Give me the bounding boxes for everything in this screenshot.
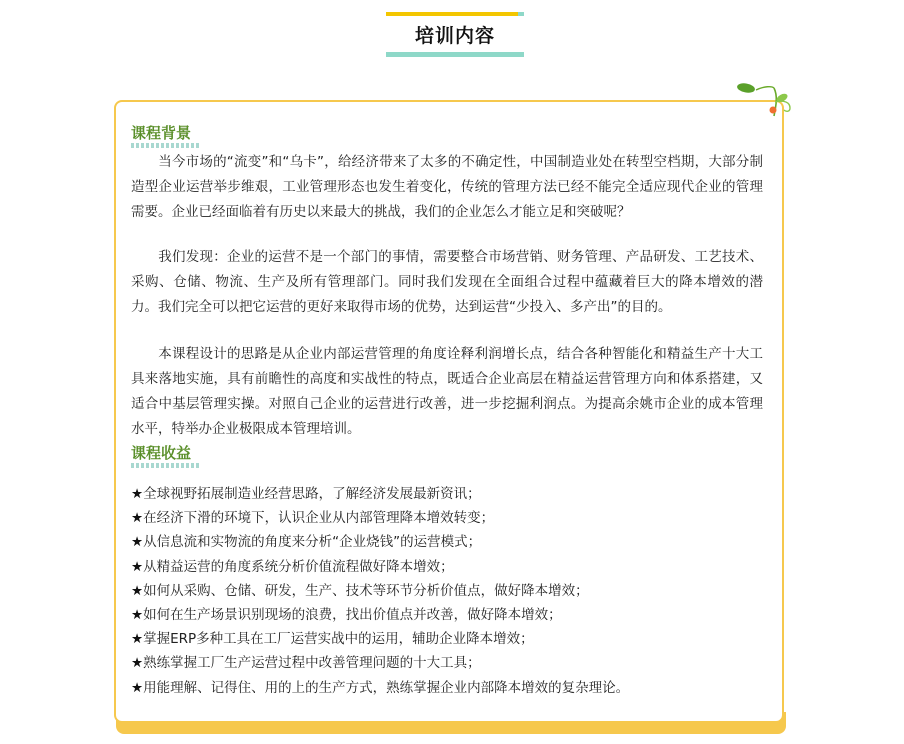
header-top-bar (386, 12, 518, 16)
section-header (386, 12, 524, 60)
benefit-item: ★全球视野拓展制造业经营思路，了解经济发展最新资讯； (131, 486, 481, 502)
background-paragraph-2: 我们发现：企业的运营不是一个部门的事情，需要整合市场营销、财务管理、产品研发、工艺技术、采购、仓储、物流、生产及所有管理部门。同时我们发现在全面组合过程中蕴藏着巨大的降本增效的潜力。我们完全可以把它运营的更好来取得市场的优势，达到运营“少投入、多产出”的目的。 (131, 249, 763, 315)
star-icon: ★ (131, 534, 144, 551)
background-paragraph-3: 本课程设计的思路是从企业内部运营管理的角度诠释利润增长点，结合各种智能化和精益生产十大工具来落地实施，具有前瞻性的高度和实战性的特点，既适合企业高层在精益运营管理方向和体系搭建，又适合中基层管理实操。对照自己企业的运营进行改善，进一步挖掘利润点。为提高余姚市企业的成本管理水平，特举办企业极限成本管理培训。 (131, 346, 763, 437)
sprout-icon (734, 80, 794, 118)
benefit-item: ★在经济下滑的环境下，认识企业从内部管理降本增效转变； (131, 510, 495, 527)
benefit-item: ★掌握ERP多种工具在工厂运营实战中的运用，辅助企业降本增效； (131, 631, 534, 648)
star-icon: ★ (131, 558, 144, 575)
page-title: 培训内容 (414, 25, 495, 47)
benefit-item: ★从精益运营的角度系统分析价值流程做好降本增效； (131, 558, 454, 575)
benefits-list (131, 482, 771, 700)
header-bottom-bar (386, 52, 524, 57)
background-paragraph-1: 当今市场的“流变”和“乌卡”，给经济带来了太多的不确定性，中国制造业处在转型空档期，大部分制造型企业运营举步维艰，工业管理形态也发生着变化，传统的管理方法已经不能完全适应现代企业的管理需要。企业已经面临着有历史以来最大的挑战，我们的企业怎么才能立足和突破呢？ (131, 154, 763, 220)
benefit-item: ★用能理解、记得住、用的上的生产方式，熟练掌握企业内部降本增效的复杂理论。 (131, 679, 630, 696)
star-icon: ★ (131, 631, 144, 648)
background-title-underline (131, 143, 199, 148)
star-icon: ★ (131, 486, 144, 502)
background-section-title: 课程背景 (131, 124, 192, 142)
benefit-item: ★从信息流和实物流的角度来分析“企业烧钱”的运营模式； (131, 534, 482, 551)
benefit-item: ★如何在生产场景识别现场的浪费，找出价值点并改善，做好降本增效； (131, 607, 562, 624)
star-icon: ★ (131, 607, 144, 624)
benefits-title-underline (131, 463, 199, 468)
benefits-section-title: 课程收益 (131, 444, 192, 462)
star-icon: ★ (131, 582, 144, 599)
star-icon: ★ (131, 655, 144, 672)
benefit-item: ★如何从采购、仓储、研发，生产、技术等环节分析价值点，做好降本增效； (131, 582, 589, 599)
star-icon: ★ (131, 679, 144, 696)
benefit-item: ★熟练掌握工厂生产运营过程中改善管理问题的十大工具； (131, 655, 481, 672)
header-top-bar-accent (518, 12, 524, 16)
star-icon: ★ (131, 510, 144, 527)
